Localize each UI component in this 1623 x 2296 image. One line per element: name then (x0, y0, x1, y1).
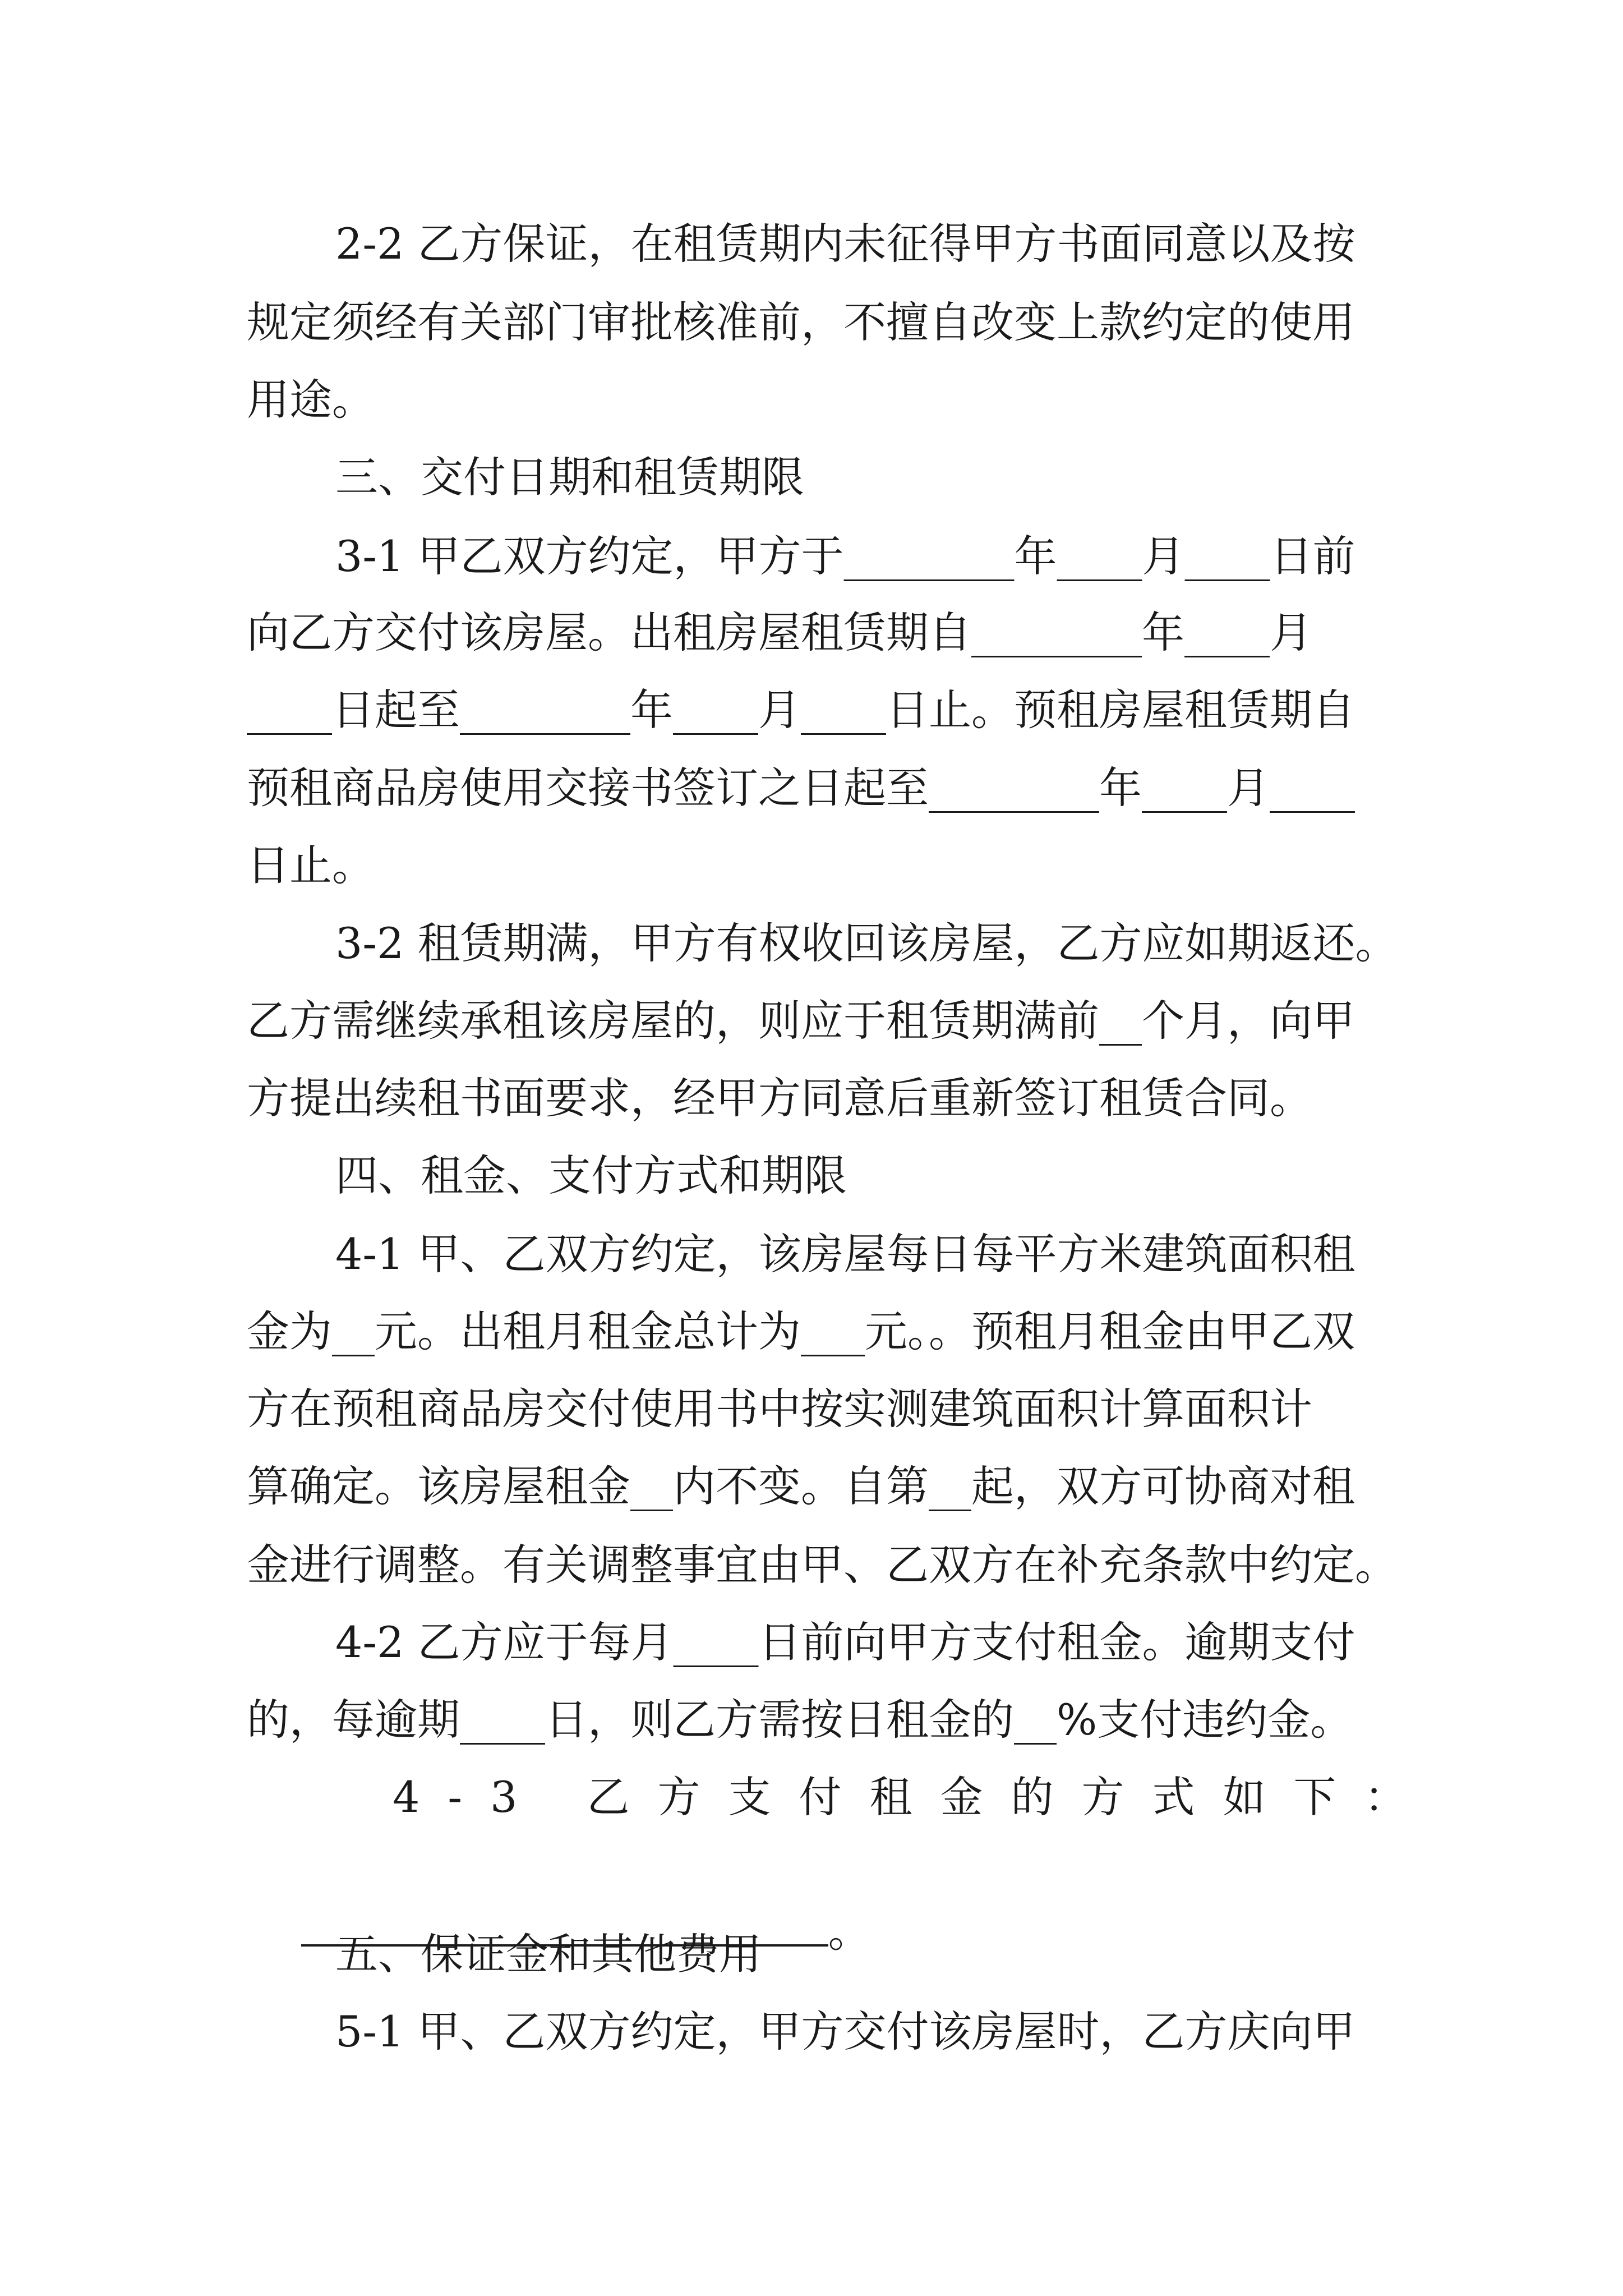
text-line: 算确定。该房屋租金__内不变。自第__起，双方可协商对租 (247, 1461, 1355, 1511)
text-line: 的，每逾期____日，则乙方需按日租金的__%支付违约金。 (247, 1695, 1353, 1745)
text-line: 4-1 甲、乙双方约定，该房屋每日每平方米建筑面积租 (335, 1229, 1355, 1279)
text-line: 用途。 (247, 375, 375, 425)
text-line: 向乙方交付该房屋。出租房屋租赁期自________年____月 (247, 608, 1312, 657)
text-line: 日止。 (247, 840, 375, 890)
text-line: 预租商品房使用交接书签订之日起至________年____月____ (247, 763, 1355, 813)
text-line: 5-1 甲、乙双方约定，甲方交付该房屋时，乙方庆向甲 (335, 2007, 1355, 2056)
text-line: 3-1 甲乙双方约定，甲方于________年____月____日前 (335, 531, 1355, 581)
text-line: 金为__元。出租月租金总计为___元。。预租月租金由甲乙双 (247, 1306, 1355, 1356)
text-line: 4-2 乙方应于每月____日前向甲方支付租金。逾期支付 (335, 1617, 1355, 1667)
text-line: ____日起至________年____月____日止。预租房屋租赁期自 (247, 685, 1355, 735)
text-line: 乙方需继续承租该房屋的，则应于租赁期满前__个月，向甲 (247, 996, 1355, 1046)
text-line: 4-3 乙方支付租金的方式如下： (393, 1772, 1435, 1822)
text-line: 2-2 乙方保证，在租赁期内未征得甲方书面同意以及按 (335, 219, 1355, 269)
text-line: 方在预租商品房交付使用书中按实测建筑面积计算面积计 (247, 1384, 1312, 1434)
section-heading: 四、租金、支付方式和期限 (335, 1151, 847, 1200)
text-line: 。 (828, 1907, 871, 1957)
text-line: 3-2 租赁期满，甲方有权收回该房屋，乙方应如期返还。 (335, 918, 1398, 968)
text-line: 方提出续租书面要求，经甲方同意后重新签订租赁合同。 (247, 1073, 1312, 1123)
section-heading: 五、保证金和其他费用 (335, 1929, 762, 1979)
text-line: 规定须经有关部门审批核准前，不擅自改变上款约定的使用 (247, 297, 1355, 347)
text-line: 金进行调整。有关调整事宜由甲、乙双方在补充条款中约定。 (247, 1540, 1398, 1590)
section-heading: 三、交付日期和租赁期限 (335, 452, 804, 502)
